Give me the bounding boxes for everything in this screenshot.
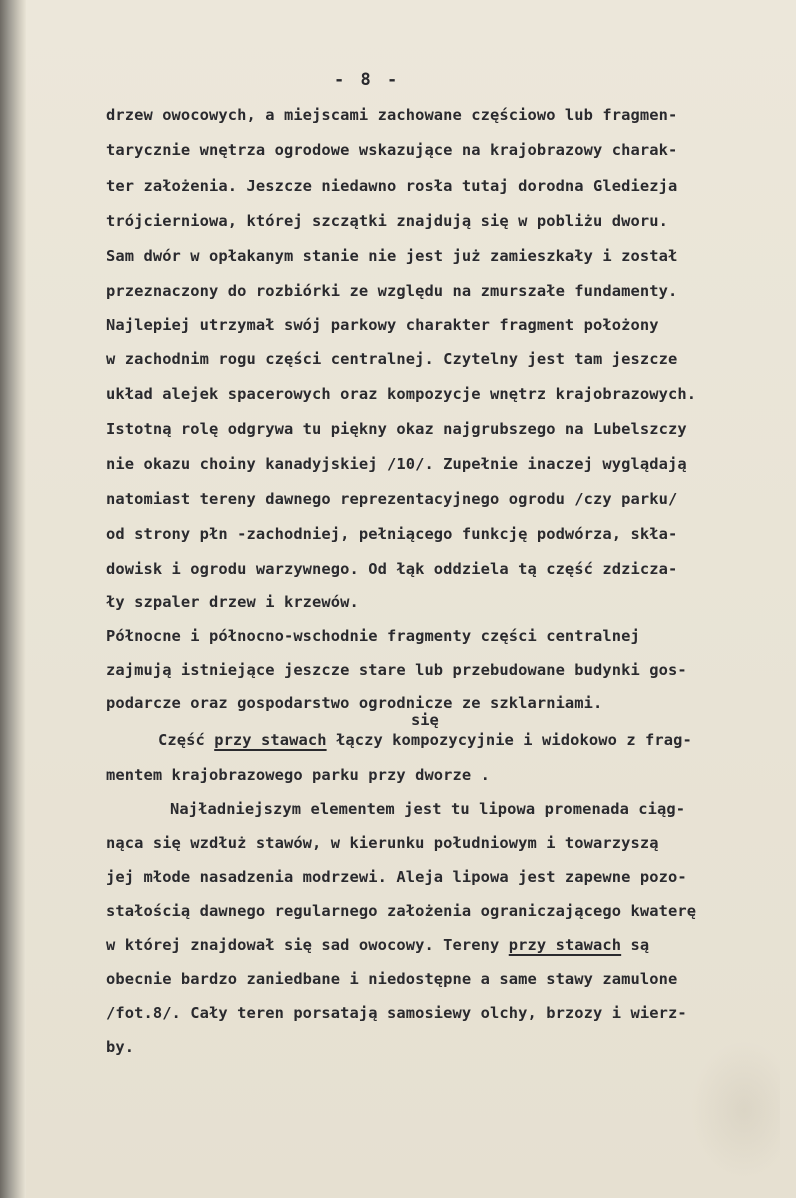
handwritten-insertion: się bbox=[411, 711, 439, 729]
paragraph-3-line-3: jej młode nasadzenia modrzewi. Aleja lipowa jest zapewne pozo- bbox=[106, 868, 687, 886]
paper-smudge bbox=[690, 1040, 780, 1180]
text-line: drzew owocowych, a miejscami zachowane częściowo lub fragmen- bbox=[106, 106, 678, 124]
paragraph-3-line-2: nąca się wzdłuż stawów, w kierunku południowym i towarzyszą bbox=[106, 834, 659, 852]
text-line: dowisk i ogrodu warzywnego. Od łąk oddziela tą część zdzicza- bbox=[106, 560, 678, 578]
text-line: zajmują istniejące jeszcze stare lub przebudowane budynki gos- bbox=[106, 661, 687, 679]
text-line: układ alejek spacerowych oraz kompozycje wnętrz krajobrazowych. bbox=[106, 385, 697, 403]
text-line: przeznaczony do rozbiórki ze względu na zmurszałe fundamenty. bbox=[106, 282, 678, 300]
paragraph-3-line-1: Najładniejszym elementem jest tu lipowa promenada ciąg- bbox=[170, 800, 686, 818]
text-line: ter założenia. Jeszcze niedawno rosła tutaj dorodna Glediezja bbox=[106, 177, 678, 195]
paragraph-3-line-5: w której znajdował się sad owocowy. Tereny przy stawach są bbox=[106, 936, 650, 954]
underlined-phrase: przy stawach bbox=[508, 936, 622, 954]
page-number: - 8 - bbox=[334, 70, 401, 90]
paragraph-3-line-6: obecnie bardzo zaniedbane i niedostępne a same stawy zamulone bbox=[106, 970, 678, 988]
underlined-phrase: przy stawach bbox=[214, 731, 327, 749]
text-line: trójcierniowa, której szczątki znajdują się w pobliżu dworu. bbox=[106, 212, 668, 230]
text-line: od strony płn -zachodniej, pełniącego funkcję podwórza, skła- bbox=[106, 525, 678, 543]
text-line: Północne i północno-wschodnie fragmenty części centralnej bbox=[106, 627, 640, 645]
scan-binding-edge bbox=[0, 0, 26, 1198]
paragraph-3-line-4: stałością dawnego regularnego założenia ograniczającego kwaterę bbox=[106, 902, 697, 920]
text-line: ły szpaler drzew i krzewów. bbox=[106, 593, 359, 611]
text-line: Sam dwór w opłakanym stanie nie jest już zamieszkały i został bbox=[106, 247, 678, 265]
paragraph-2-line-1: Część przy stawach łączy kompozycyjnie i widokowo z frag- bbox=[158, 731, 692, 749]
paragraph-3-line-8: by. bbox=[106, 1038, 135, 1056]
text-line: natomiast tereny dawnego reprezentacyjnego ogrodu /czy parku/ bbox=[106, 490, 678, 508]
paragraph-3-line-7: /fot.8/. Cały teren porsatają samosiewy olchy, brzozy i wierz- bbox=[106, 1004, 687, 1022]
text-line: Najlepiej utrzymał swój parkowy charakter fragment położony bbox=[106, 316, 659, 334]
paragraph-2-line-2: mentem krajobrazowego parku przy dworze . bbox=[106, 766, 491, 784]
text-line: w zachodnim rogu części centralnej. Czytelny jest tam jeszcze bbox=[106, 350, 678, 368]
text-line: Istotną rolę odgrywa tu piękny okaz najgrubszego na Lubelszczy bbox=[106, 420, 687, 438]
text-line: podarcze oraz gospodarstwo ogrodnicze ze szklarniami. bbox=[106, 694, 603, 712]
text-line: tarycznie wnętrza ogrodowe wskazujące na krajobrazowy charak- bbox=[106, 141, 678, 159]
text-line: nie okazu choiny kanadyjskiej /10/. Zupełnie inaczej wyglądają bbox=[106, 455, 687, 473]
